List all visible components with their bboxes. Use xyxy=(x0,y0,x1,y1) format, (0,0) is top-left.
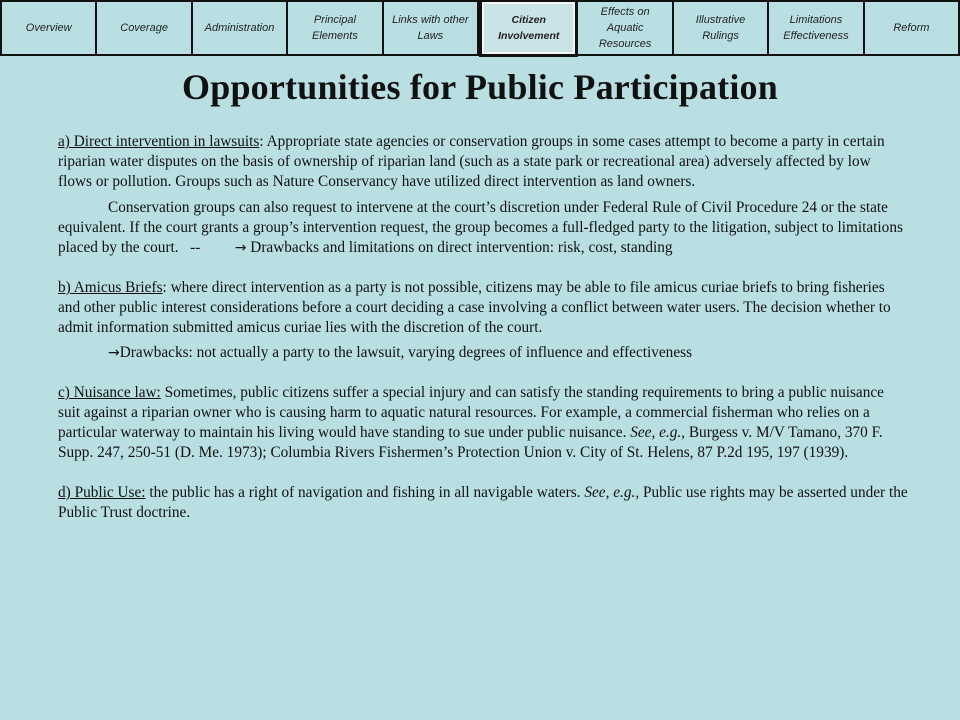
tab-links-with-other-laws[interactable]: Links with other Laws xyxy=(384,2,479,54)
section-a-arrow-note: Drawbacks and limitations on direct intervention: risk, cost, standing xyxy=(246,239,673,256)
section-a-text: : Appropriate state agencies or conservation groups in some cases attempt to become a party in certain riparian water disputes on the basis of ownership of riparian land (such as a state park or recreational area) adversely affected by low flows or pollution. Groups such as Nature Conservancy have utilized direct intervention as land owners. xyxy=(58,133,885,190)
page-title: Opportunities for Public Participation xyxy=(182,67,778,107)
section-b-heading: b) Amicus Briefs xyxy=(58,279,163,296)
tab-limitations-effectiveness[interactable]: Limitations Effectiveness xyxy=(769,2,864,54)
tab-principal-elements[interactable]: Principal Elements xyxy=(288,2,383,54)
section-c-text: Sometimes, public citizens suffer a special injury and can satisfy the standing requirements to bring a public nuisance suit against a riparian owner who is causing harm to aquatic natural resources. For example, a commercial fisherman who relies on a particular waterway to maintain his living would have standing to sue under public nuisance. xyxy=(58,384,884,441)
tab-reform[interactable]: Reform xyxy=(865,2,960,54)
section-d-cite-signal: See, e.g., xyxy=(584,484,640,501)
section-a-heading: a) Direct intervention in lawsuits xyxy=(58,133,260,150)
section-c-heading: c) Nuisance law: xyxy=(58,384,161,401)
section-b-text: : where direct intervention as a party is not possible, citizens may be able to file amicus curiae briefs to bring fisheries and other public interest considerations before a court deciding a case involving a conflict between water users. The decision whether to admit information submitted amicus curiae lies with the discretion of the court. xyxy=(58,279,891,336)
section-a-paragraph-2 xyxy=(58,198,908,258)
section-b-arrow-paragraph xyxy=(58,343,908,363)
section-a-paragraph xyxy=(58,132,908,192)
tab-effects-on-aquatic-resources[interactable]: Effects on Aquatic Resources xyxy=(578,2,673,54)
section-d-text: the public has a right of navigation and fishing in all navigable waters. xyxy=(145,484,585,501)
right-arrow-icon: → xyxy=(108,345,120,361)
tab-coverage[interactable]: Coverage xyxy=(97,2,192,54)
section-c-cite-signal: See, e.g., xyxy=(630,424,686,441)
content-body xyxy=(58,132,908,523)
tab-overview[interactable]: Overview xyxy=(2,2,97,54)
tab-administration[interactable]: Administration xyxy=(193,2,288,54)
section-a-dashes: -- xyxy=(178,239,235,256)
section-c-paragraph xyxy=(58,383,908,463)
right-arrow-icon: → xyxy=(234,240,247,256)
nav-bar xyxy=(0,0,960,56)
section-c-citations: Burgess v. M/V Tamano, 370 F. Supp. 247, 250-51 (D. Me. 1973); Columbia Rivers Fishermen’s Protection Union v. City of St. Helens, 87 P.2d 195, 197 (1939). xyxy=(58,424,883,461)
section-a-para2-text: Conservation groups can also request to intervene at the court’s discretion under Federal Rule of Civil Procedure 24 or the state equivalent. If the court grants a group’s intervention request, the group becomes a full-fledged party to the litigation, subject to limitations placed by the court. xyxy=(58,199,903,256)
section-d-heading: d) Public Use: xyxy=(58,484,146,501)
section-d-text-after: Public use rights may be asserted under the Public Trust doctrine. xyxy=(58,484,908,521)
section-b-paragraph xyxy=(58,278,908,338)
tab-citizen-involvement[interactable]: Citizen Involvement xyxy=(479,2,578,57)
section-b-arrow-note: Drawbacks: not actually a party to the lawsuit, varying degrees of influence and effectiveness xyxy=(119,344,693,361)
section-d-paragraph xyxy=(58,483,908,523)
tab-illustrative-rulings[interactable]: Illustrative Rulings xyxy=(674,2,769,54)
